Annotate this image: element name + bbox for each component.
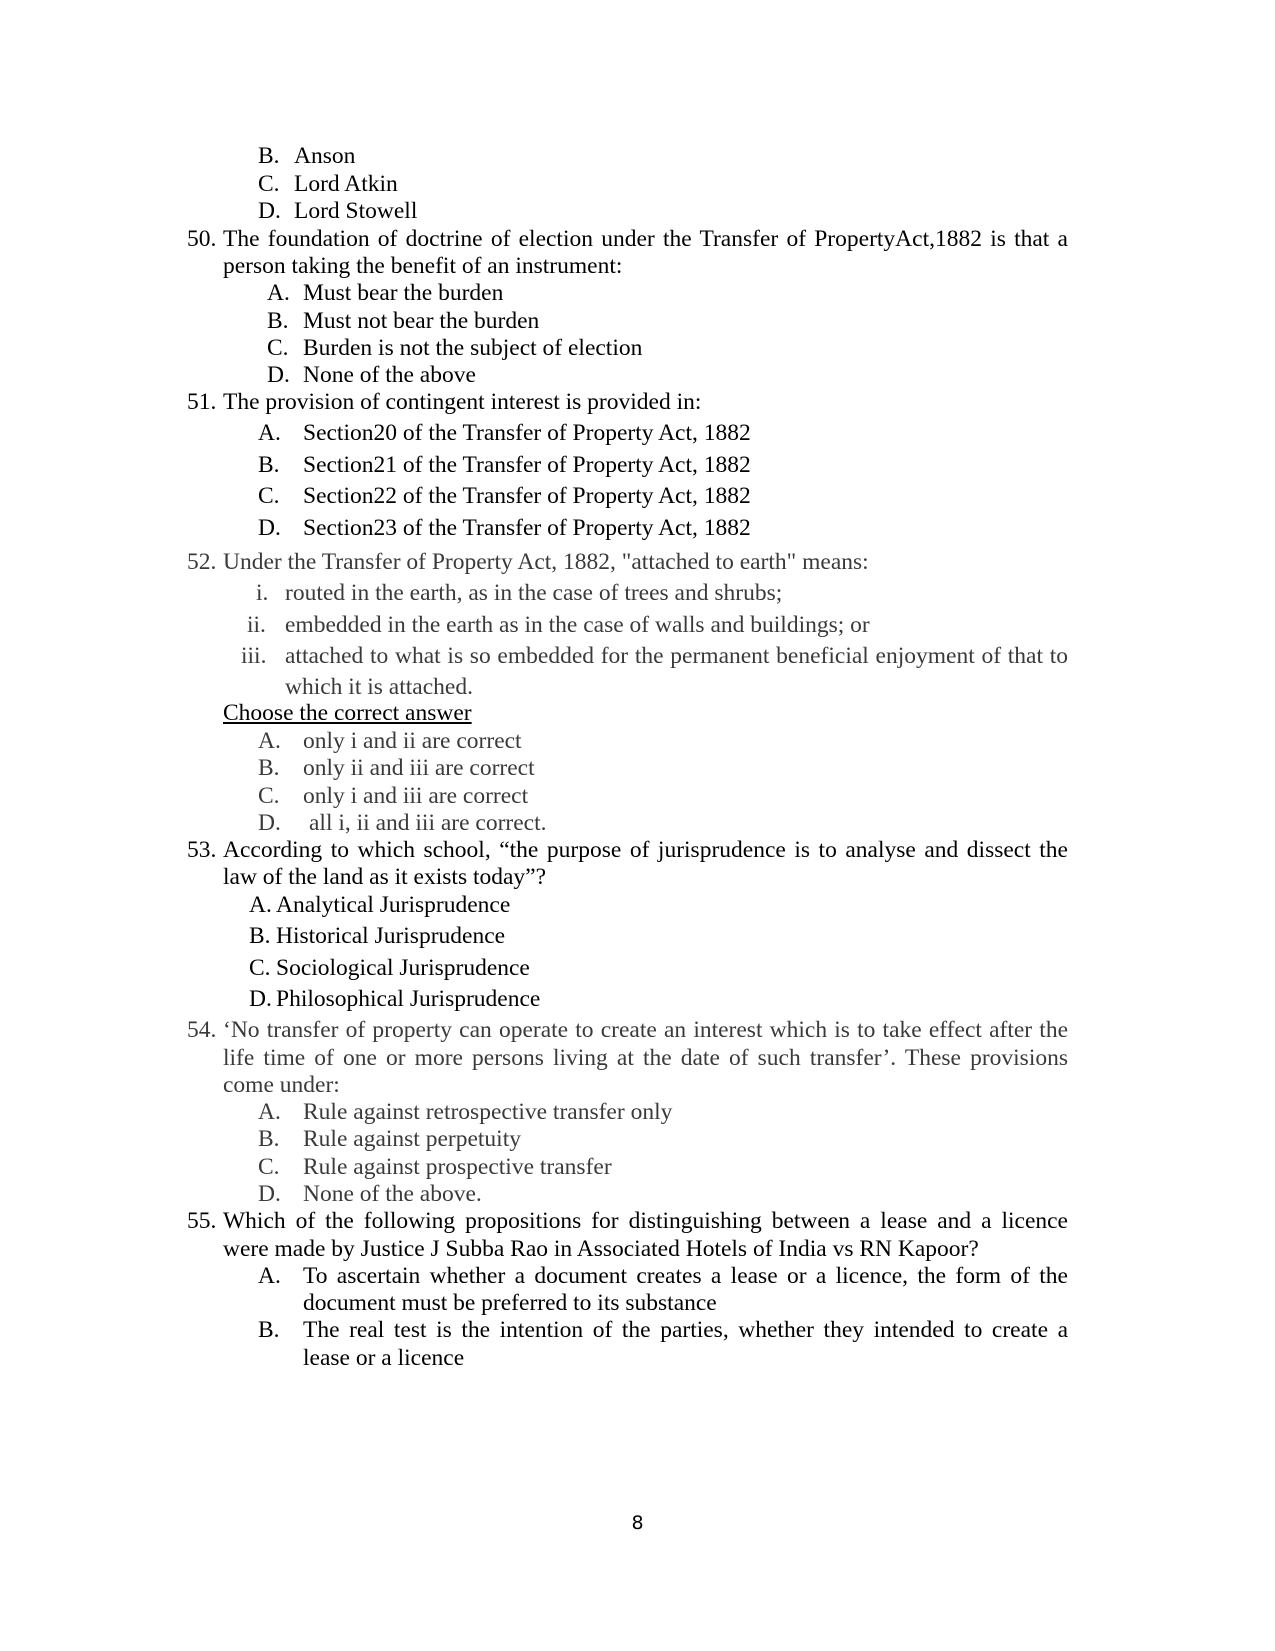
option-text: Rule against retrospective transfer only (303, 1099, 673, 1125)
option-label: D. (267, 362, 290, 388)
question-text: life time of one or more persons living at the date of such transfer’. These provisions (223, 1045, 1068, 1071)
option-label: B. (258, 143, 280, 169)
option-text: Historical Jurisprudence (276, 923, 506, 949)
question-text: were made by Justice J Subba Rao in Associated Hotels of India vs RN Kapoor? (223, 1236, 979, 1262)
option-text: Burden is not the subject of election (303, 335, 643, 361)
option-text: To ascertain whether a document creates a lease or a licence, the form of the (303, 1263, 1068, 1289)
option-text: Analytical Jurisprudence (276, 892, 511, 918)
option-label: D. (249, 986, 272, 1012)
option-label: A. (258, 1099, 281, 1125)
option-label: D. (258, 1181, 281, 1207)
item-text-continued: which it is attached. (285, 674, 473, 700)
option-text: None of the above. (303, 1181, 482, 1207)
question-number: 55. (187, 1208, 217, 1234)
option-text: Section20 of the Transfer of Property Act, 1882 (303, 420, 751, 446)
option-label: B. (249, 923, 271, 949)
option-text: None of the above (303, 362, 476, 388)
option-text: Section21 of the Transfer of Property Act, 1882 (303, 452, 751, 478)
option-text: all i, ii and iii are correct. (309, 810, 547, 836)
question-number: 53. (187, 837, 217, 863)
option-text: Rule against prospective transfer (303, 1154, 612, 1180)
question-number: 51. (187, 389, 217, 415)
option-text: only ii and iii are correct (303, 755, 535, 781)
option-text: document must be preferred to its substance (303, 1290, 717, 1316)
item-label: i. (256, 580, 269, 606)
option-label: B. (267, 308, 289, 334)
option-text: Must bear the burden (303, 280, 504, 306)
question-text: Under the Transfer of Property Act, 1882, "attached to earth" means: (223, 549, 869, 575)
option-label: A. (258, 1263, 281, 1289)
question-text: law of the land as it exists today”? (223, 864, 547, 890)
option-label: B. (258, 1126, 280, 1152)
choose-answer-instruction: Choose the correct answer (223, 700, 472, 726)
option-text: Section23 of the Transfer of Property Act, 1882 (303, 515, 751, 541)
question-number: 54. (187, 1017, 217, 1043)
option-text: The real test is the intention of the parties, whether they intended to create a (303, 1317, 1068, 1343)
option-text: Sociological Jurisprudence (276, 955, 530, 981)
item-label: iii. (241, 643, 267, 669)
item-text: attached to what is so embedded for the permanent beneficial enjoyment of that to (285, 643, 1068, 669)
option-text: Must not bear the burden (303, 308, 540, 334)
option-label: A. (258, 728, 281, 754)
option-label: C. (258, 783, 280, 809)
question-number: 50. (187, 226, 217, 252)
option-text: Philosophical Jurisprudence (276, 986, 541, 1012)
option-text: Anson (294, 143, 356, 169)
question-number: 52. (187, 549, 217, 575)
option-label: C. (267, 335, 289, 361)
option-text: only i and iii are correct (303, 783, 529, 809)
option-text: Section22 of the Transfer of Property Act, 1882 (303, 483, 751, 509)
option-label: A. (267, 280, 290, 306)
option-label: C. (249, 955, 271, 981)
item-label: ii. (247, 612, 266, 638)
option-label: B. (258, 755, 280, 781)
question-text: come under: (223, 1072, 340, 1098)
question-text: According to which school, “the purpose of jurisprudence is to analyse and dissect the (223, 837, 1068, 863)
option-text: lease or a licence (303, 1345, 465, 1371)
option-label: D. (258, 515, 281, 541)
option-label: C. (258, 483, 280, 509)
question-text: person taking the benefit of an instrument: (223, 253, 623, 279)
question-text: Which of the following propositions for distinguishing between a lease and a licence (223, 1208, 1068, 1234)
option-label: A. (249, 892, 272, 918)
question-text: ‘No transfer of property can operate to create an interest which is to take effect after the (223, 1017, 1068, 1043)
question-text: The provision of contingent interest is provided in: (223, 389, 702, 415)
question-text: The foundation of doctrine of election under the Transfer of PropertyAct,1882 is that a (223, 226, 1068, 252)
item-text: embedded in the earth as in the case of walls and buildings; or (285, 612, 870, 638)
option-text: only i and ii are correct (303, 728, 522, 754)
option-label: C. (258, 171, 280, 197)
page-number: 8 (631, 1512, 644, 1534)
option-label: C. (258, 1154, 280, 1180)
option-text: Lord Stowell (294, 198, 418, 224)
option-text: Lord Atkin (294, 171, 398, 197)
option-label: B. (258, 1317, 280, 1343)
option-label: B. (258, 452, 280, 478)
item-text: routed in the earth, as in the case of trees and shrubs; (285, 580, 783, 606)
option-label: A. (258, 420, 281, 446)
option-label: D. (258, 198, 281, 224)
option-label: D. (258, 810, 281, 836)
option-text: Rule against perpetuity (303, 1126, 521, 1152)
